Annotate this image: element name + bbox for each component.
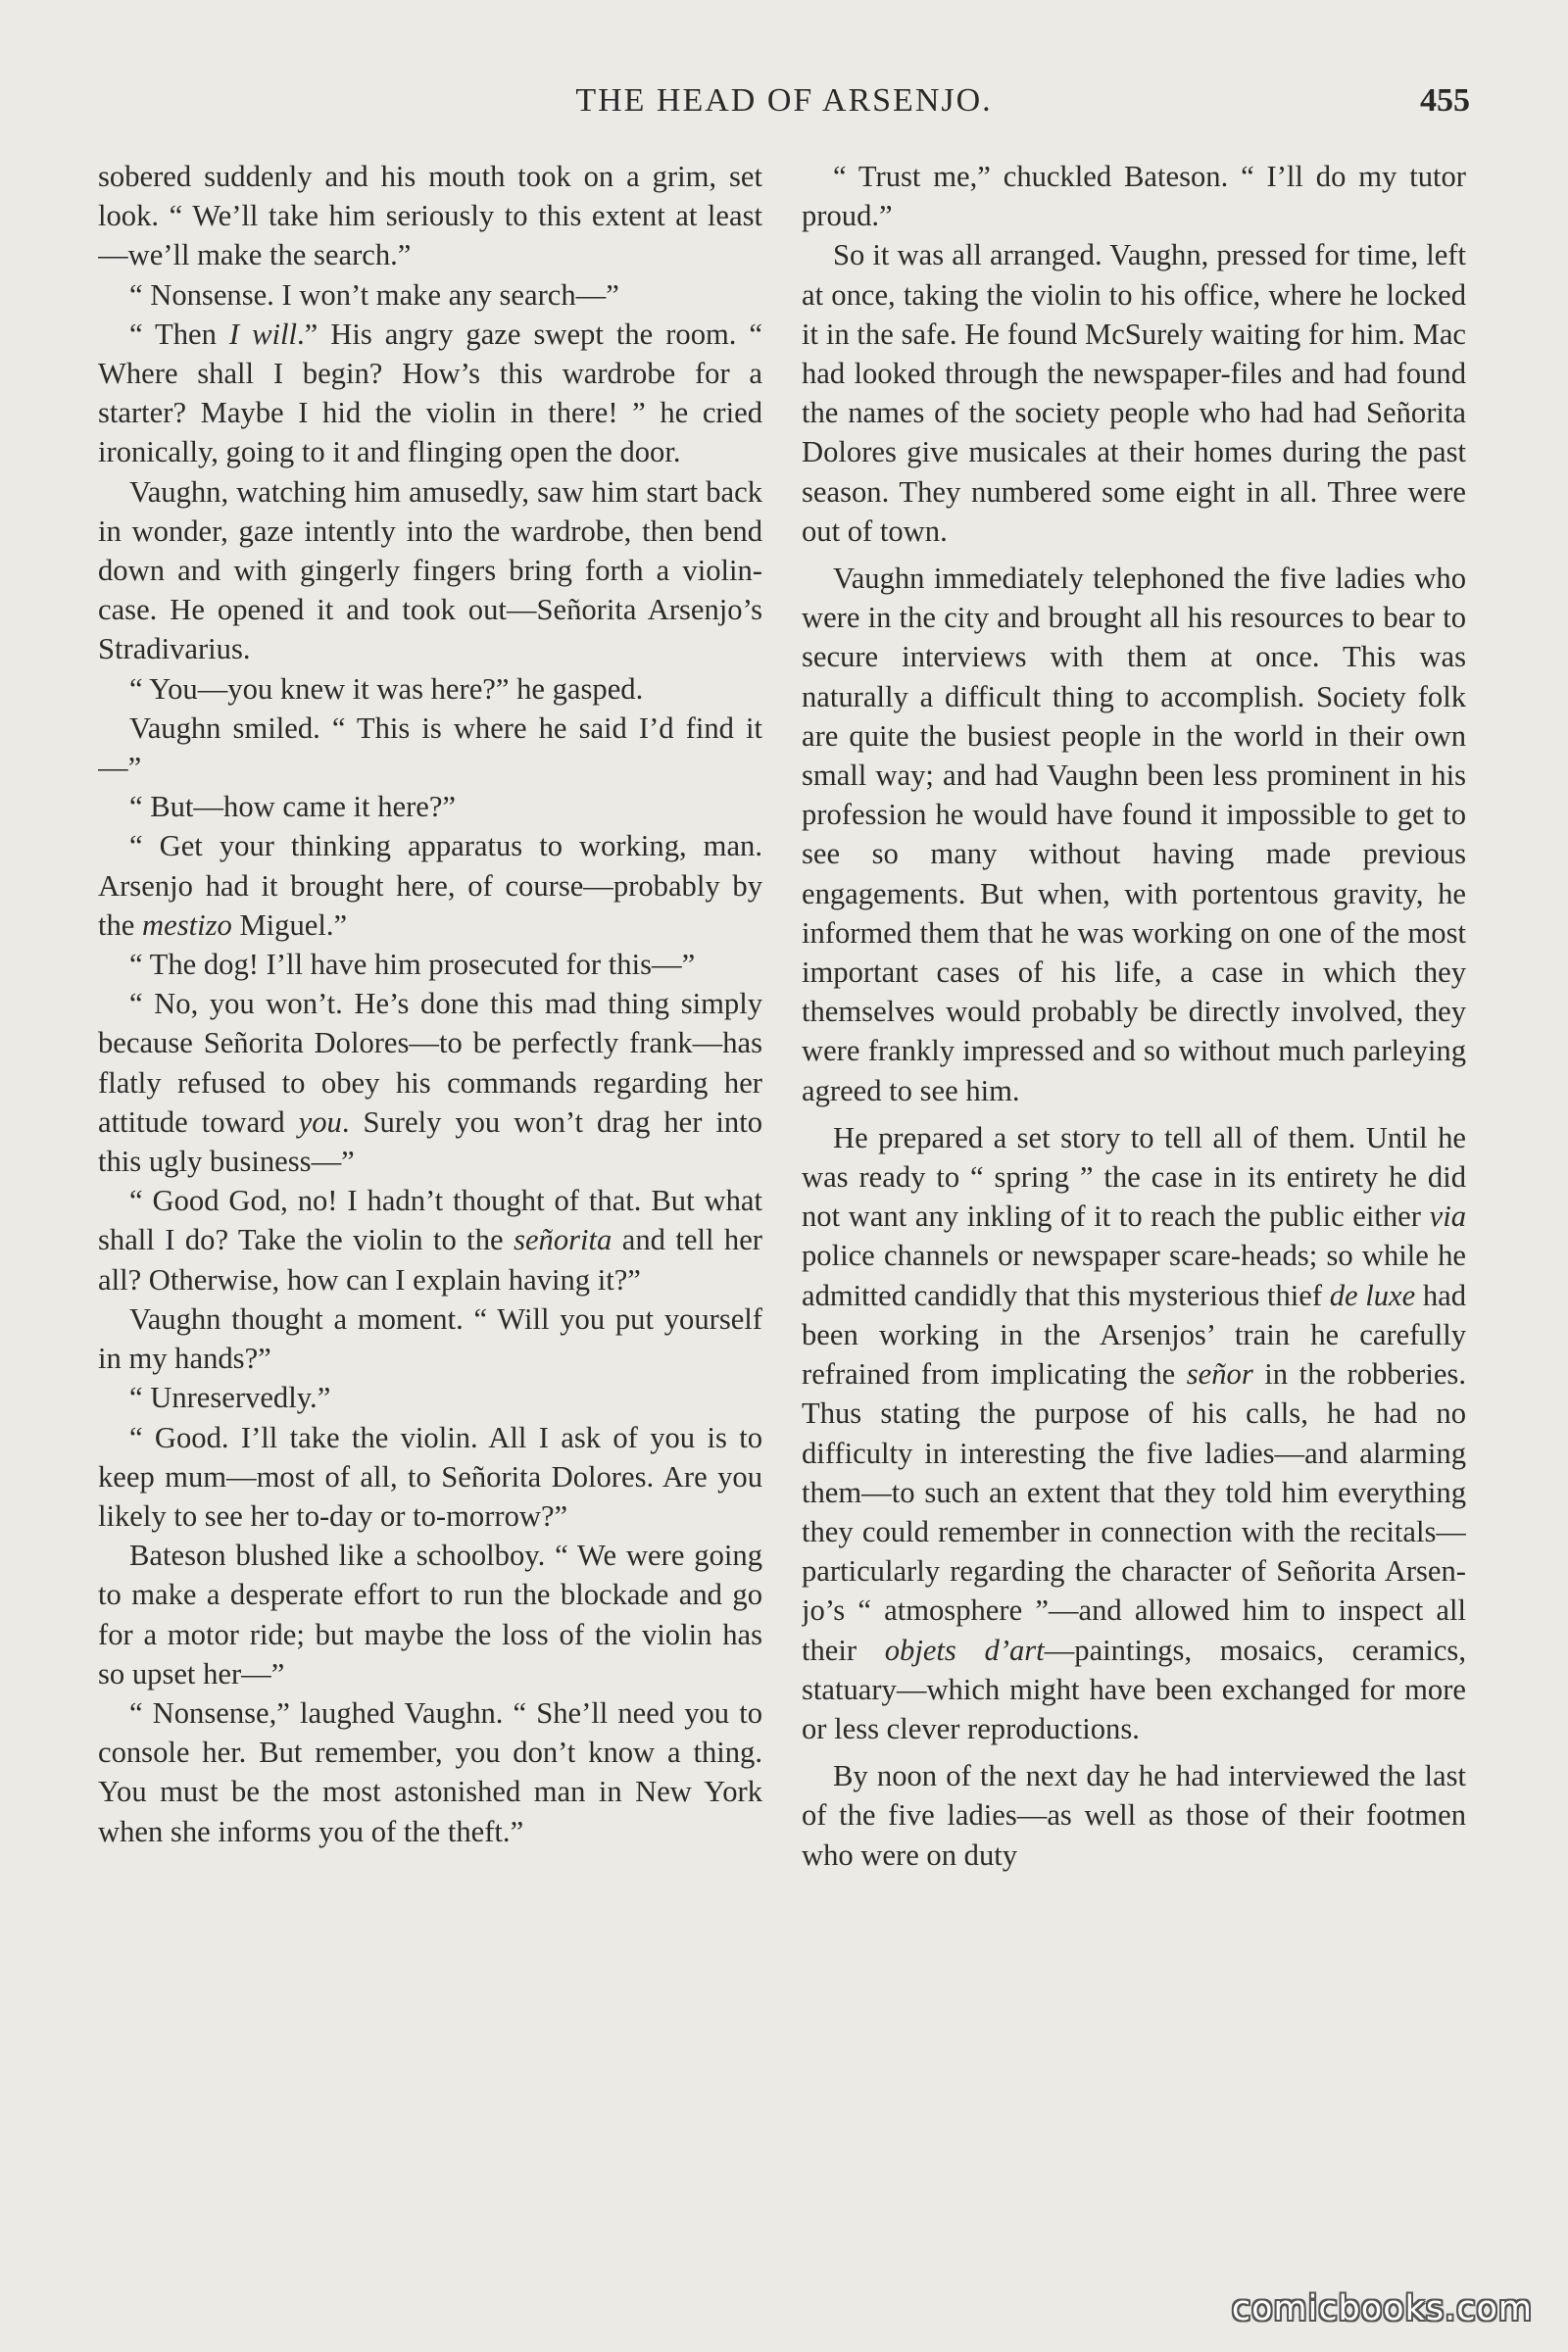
- paragraph: “ Trust me,” chuckled Bateson. “ I’ll do my tutor proud.”: [802, 160, 1466, 233]
- paragraph: “ Get your thinking apparatus to working, man. Arsenjo had it brought here, of course—probably by the mestizo Miguel.”: [98, 829, 762, 942]
- watermark-logo: comicbooks.com: [1231, 2289, 1533, 2328]
- paragraph: He prepared a set story to tell all of them. Until he was ready to “ spring ” the case in its entirety he did not want any inkling of it to reach the public either via police channels or newspaper scare-heads; so while he admitted candidly that this mysterious thief de luxe had been working in the Arsenjos’ train he carefully refrained from implicating the señor in the robberies. Thus stating the purpose of his calls, he had no difficulty in interesting the five ladies—and alarming them—to such an extent that they told him everything they could remember in connection with the recitals—particularly regarding the character of Señorita Arsenjo’s “ atmosphere ”—and allowed him to inspect all their objets d’art—paintings, mosaics, ceramics, statuary—which might have been exchanged for more or less clever reproductions.: [802, 1120, 1466, 1745]
- paragraph: “ Nonsense,” laughed Vaughn. “ She’ll need you to console her. But remember, you don’t know a thing. You must be the most astonished man in New York when she informs you of the theft.”: [98, 1695, 762, 1848]
- paragraph: Vaughn thought a moment. “ Will you put yourself in my hands?”: [98, 1301, 762, 1376]
- paragraph: “ Unreservedly.”: [129, 1381, 331, 1415]
- paragraph: “ But—how came it here?”: [129, 790, 456, 824]
- paragraph: “ The dog! I’ll have him prosecuted for this—”: [129, 948, 696, 982]
- paragraph: By noon of the next day he had interviewed the last of the five ladies—as well as those of their footmen who were on duty: [802, 1759, 1466, 1872]
- paragraph: So it was all arranged. Vaughn, pressed for time, left at once, taking the violin to his office, where he locked it in the safe. He found McSurely waiting for him. Mac had looked through the newspaper-files and had found the names of the society people who had had Señorita Dolores give musicales at their homes during the past season. They numbered some eight in all. Three were out of town.: [802, 238, 1466, 548]
- paragraph: Vaughn, watching him amusedly, saw him start back in wonder, gaze intently into the wardrobe, then bend down and with gingerly fingers bring forth a violin-case. He opened it and took out—Señorita Arsenjo’s Stradivarius.: [98, 474, 762, 666]
- paragraph: Bateson blushed like a schoolboy. “ We were going to make a desperate effort to run the blockade and go for a motor ride; but maybe the loss of the violin has so upset her—”: [98, 1539, 762, 1690]
- paragraph: “ Good God, no! I hadn’t thought of that. But what shall I do? Take the violin to the señorita and tell her all? Otherwise, how can I explain having it?”: [98, 1184, 762, 1297]
- text-column-right: [802, 157, 1466, 2264]
- text-column-left: [98, 157, 762, 2264]
- paragraph: “ Good. I’ll take the violin. All I ask of you is to keep mum—most of all, to Señorita Dolores. Are you likely to see her to-day or to-morrow?”: [98, 1420, 762, 1533]
- paragraph: sobered suddenly and his mouth took on a grim, set look. “ We’ll take him seriously to this extent at least—we’ll make the search.”: [98, 160, 762, 272]
- running-head: THE HEAD OF ARSENJO.: [575, 82, 993, 119]
- paragraph: Vaughn immediately telephoned the five ladies who were in the city and brought all his resources to bear to secure interviews with them at once. This was naturally a difficult thing to accomplish. Society folk are quite the busiest people in the world in their own small way; and had Vaughn been less prominent in his profession he would have found it impossible to get to see so many without having made previous engagements. But when, with portentous gravity, he informed them that he was working on one of the most important cases of his life, a case in which they themselves would probably be directly involved, they were frankly impressed and so without much parleying agreed to see him.: [802, 562, 1466, 1107]
- paragraph: “ Then I will.” His angry gaze swept the room. “ Where shall I begin? How’s this wardrobe for a starter? Maybe I hid the violin in there! ” he cried ironically, going to it and flinging open the door.: [98, 317, 762, 469]
- paragraph: “ You—you knew it was here?” he gasped.: [129, 671, 644, 706]
- page-number: 455: [1420, 82, 1470, 119]
- paragraph: “ Nonsense. I won’t make any search—”: [129, 277, 619, 312]
- paragraph: “ No, you won’t. He’s done this mad thing simply because Señorita Dolores—to be perfectly frank—has flatly refused to obey his commands regarding her attitude toward you. Surely you won’t drag her into this ugly business—”: [98, 987, 762, 1179]
- paragraph: Vaughn smiled. “ This is where he said I’d find it—”: [98, 710, 762, 785]
- page-header: [98, 82, 1470, 137]
